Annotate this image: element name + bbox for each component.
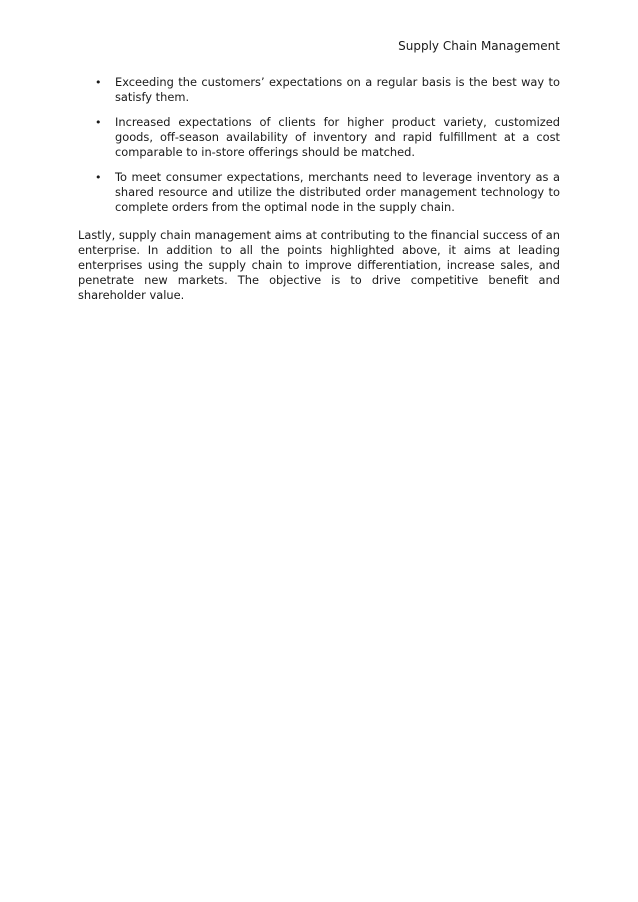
list-item-text: Increased expectations of clients for higher product variety, customized goods, off-season availability of inventory and rapid fulfillment at a cost comparable to in-store offerings should be matched. (115, 115, 560, 159)
list-item-text: To meet consumer expectations, merchants need to leverage inventory as a shared resource and utilize the distributed order management technology to complete orders from the optimal node in the supply chain. (115, 170, 560, 214)
bullet-icon: • (95, 76, 102, 89)
closing-paragraph: Lastly, supply chain management aims at contributing to the financial success of an enterprise. In addition to all the points highlighted above, it aims at leading enterprises using the supply chain to improve differentiation, increase sales, and penetrate new markets. The objective is to drive competitive benefit and shareholder value. (78, 228, 560, 302)
list-item-text: Exceeding the customers’ expectations on a regular basis is the best way to satisfy them. (115, 75, 560, 104)
bullet-icon: • (95, 171, 102, 184)
list-item (78, 115, 560, 160)
running-header: Supply Chain Management (398, 39, 560, 53)
bullet-list (78, 75, 560, 215)
bullet-icon: • (95, 116, 102, 129)
list-item (78, 170, 560, 215)
list-item (78, 75, 560, 105)
page-content (78, 75, 560, 303)
